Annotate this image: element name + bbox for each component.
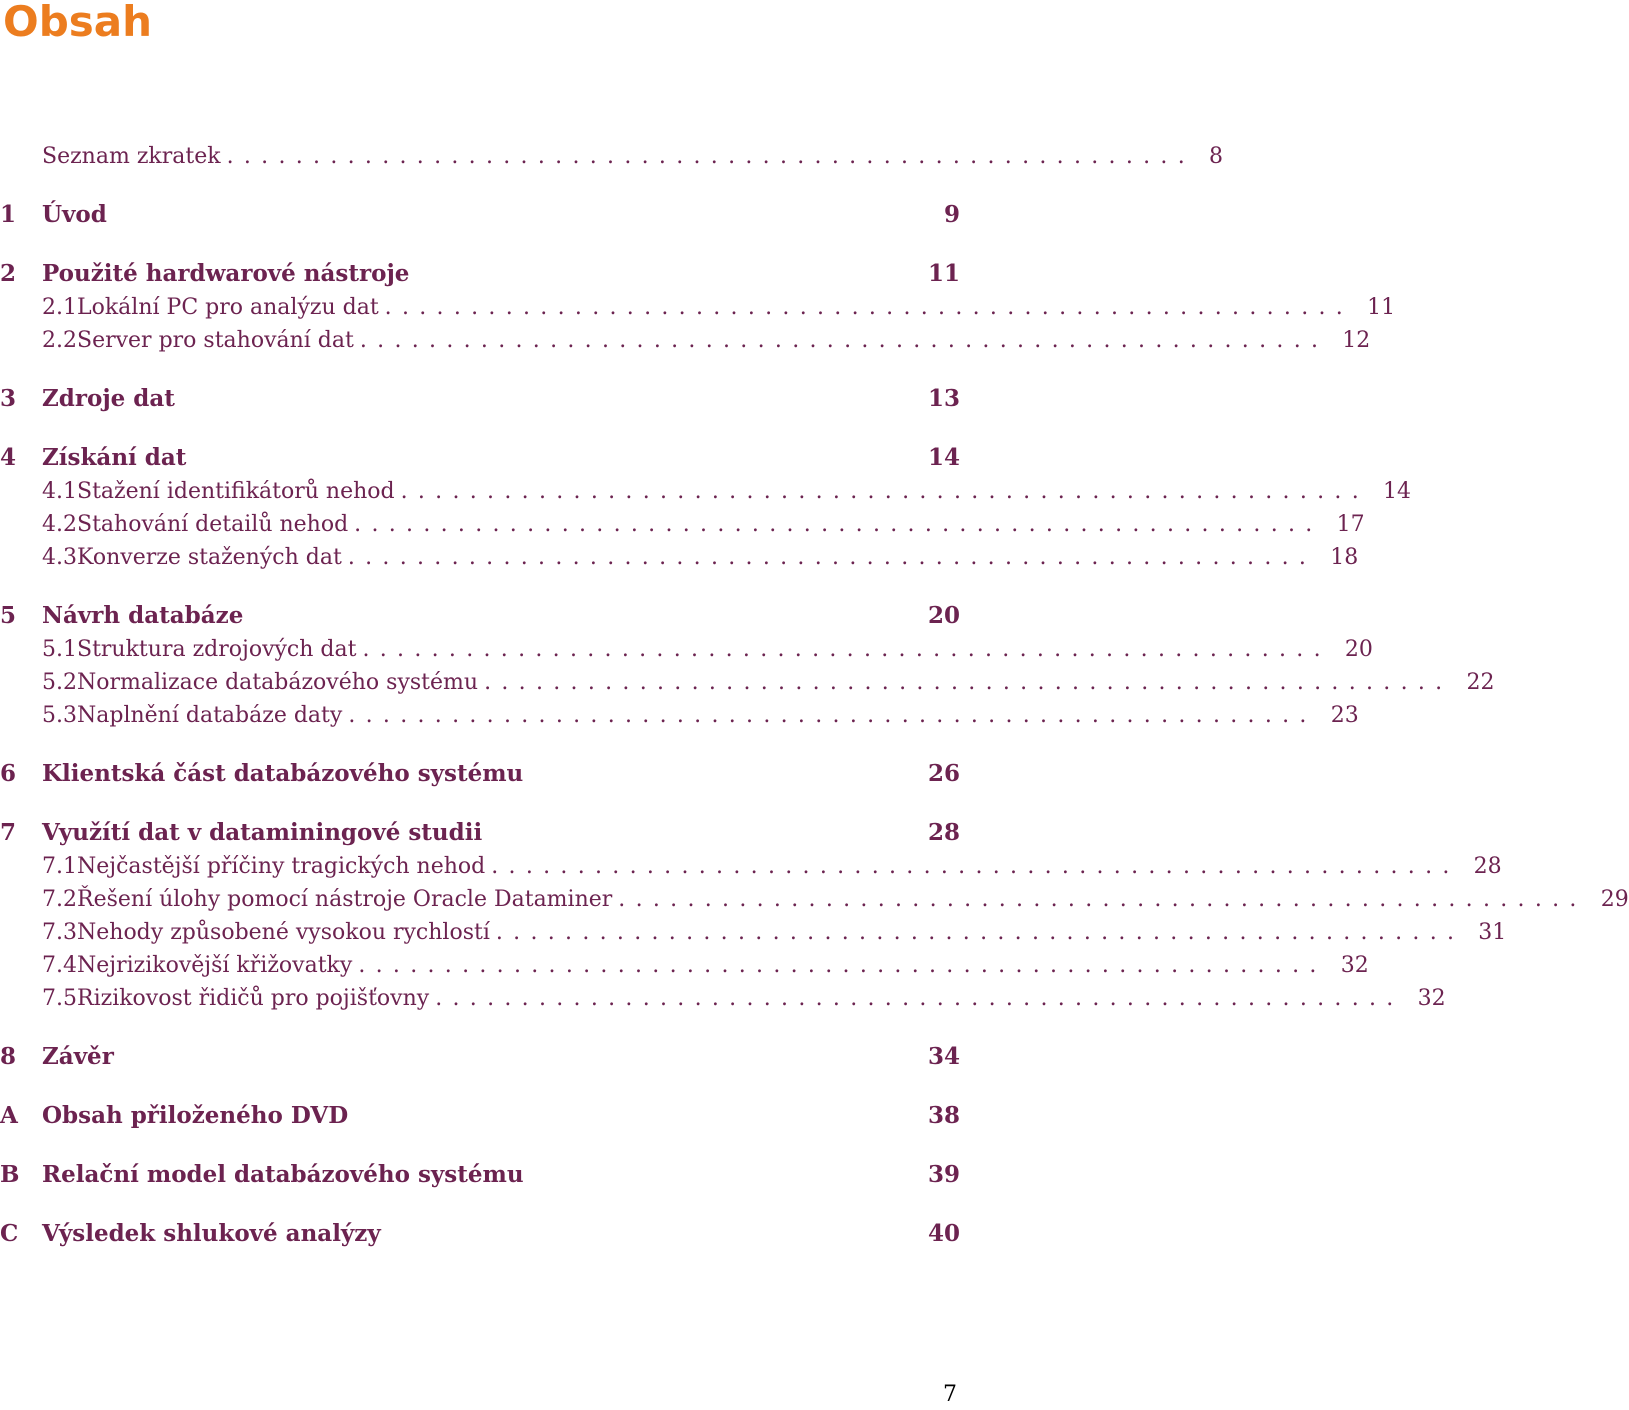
toc-section-entry[interactable] (0, 475, 1412, 508)
toc-chapter-entry[interactable] (0, 256, 960, 292)
toc-entry-title: Zdroje dat (42, 385, 175, 412)
toc-entry-page: 28 (927, 819, 960, 846)
toc-entry-page: 13 (927, 385, 960, 412)
toc-dot-leader: ........................................................ (358, 953, 1327, 978)
toc-entry-page: 23 (1330, 703, 1359, 728)
toc-dot-leader: ........................................................ (495, 920, 1465, 945)
toc-entry-title: Klientská část databázového systému (42, 760, 524, 787)
toc-entry-number: 7.5 (42, 986, 77, 1011)
toc-chapter-entry[interactable] (0, 440, 960, 476)
toc-chapter-entry[interactable] (0, 756, 960, 792)
toc-front-entry[interactable] (0, 140, 1223, 173)
toc-entry-page: 9 (943, 201, 960, 228)
toc-entry-title: Seznam zkratek (42, 144, 221, 169)
toc-entry-page: 39 (927, 1161, 960, 1188)
toc-dot-leader: ........................................................ (491, 854, 1460, 879)
toc-entry-title: Struktura zdrojových dat (77, 637, 357, 662)
toc-entry-page: 20 (1344, 637, 1373, 662)
toc-dot-leader: ........................................................ (354, 512, 1323, 537)
toc-entry-title: Úvod (42, 201, 107, 228)
toc-section-entry[interactable] (0, 982, 1446, 1015)
toc-entry-title: Naplnění databáze daty (77, 703, 343, 728)
toc-entry-page: 22 (1466, 670, 1495, 695)
toc-entry-number: 7.4 (42, 953, 77, 978)
page-number: 7 (943, 1382, 957, 1407)
toc-entry-number: C (0, 1220, 19, 1247)
toc-entry-number: 5.1 (42, 637, 77, 662)
toc-entry-page: 26 (927, 760, 960, 787)
toc-entry-number: 4.3 (42, 545, 77, 570)
toc-chapter-entry[interactable] (0, 815, 960, 851)
toc-entry-number: 4.1 (42, 479, 77, 504)
toc-section-entry[interactable] (0, 883, 1629, 916)
toc-entry-number: A (0, 1102, 18, 1129)
toc-dot-leader: ........................................................ (384, 295, 1354, 320)
toc-entry-page: 17 (1336, 512, 1365, 537)
toc-entry-page: 32 (1417, 986, 1446, 1011)
toc-section-entry[interactable] (0, 324, 1371, 357)
toc-dot-leader: ........................................................ (618, 887, 1587, 912)
toc-entry-title: Obsah přiloženého DVD (42, 1102, 349, 1129)
toc-entry-page: 12 (1342, 328, 1371, 353)
toc-chapter-entry[interactable] (0, 1216, 960, 1252)
toc-entry-number: 3 (0, 385, 17, 412)
toc-entry-page: 40 (927, 1220, 960, 1247)
toc-entry-page: 34 (927, 1043, 960, 1070)
toc-chapter-entry[interactable] (0, 1157, 960, 1193)
toc-entry-title: Rizikovost řidičů pro pojišťovny (77, 986, 430, 1011)
toc-entry-title: Lokální PC pro analýzu dat (77, 295, 379, 320)
toc-entry-title: Konverze stažených dat (77, 545, 342, 570)
toc-entry-title: Získání dat (42, 444, 187, 471)
toc-dot-leader: ........................................................ (348, 703, 1317, 728)
toc-entry-page: 11 (1367, 295, 1396, 320)
toc-entry-number: B (0, 1161, 20, 1188)
toc-entry-page: 38 (927, 1102, 960, 1129)
toc-chapter-entry[interactable] (0, 197, 960, 233)
toc-entry-page: 31 (1478, 920, 1507, 945)
toc-entry-number: 2.2 (42, 328, 77, 353)
toc-entry-number: 5.3 (42, 703, 77, 728)
toc-chapter-entry[interactable] (0, 381, 960, 417)
toc-entry-title: Nehody způsobené vysokou rychlostí (77, 920, 490, 945)
toc-dot-leader: ........................................................ (362, 637, 1331, 662)
toc-chapter-entry[interactable] (0, 598, 960, 634)
toc-entry-number: 2.1 (42, 295, 77, 320)
toc-section-entry[interactable] (0, 949, 1369, 982)
toc-entry-title: Závěr (42, 1043, 114, 1070)
toc-entry-title: Nejrizikovější křižovatky (77, 953, 353, 978)
toc-entry-page: 11 (927, 260, 960, 287)
toc-entry-title: Stahování detailů nehod (77, 512, 349, 537)
toc-entry-page: 28 (1473, 854, 1502, 879)
toc-entry-page: 14 (927, 444, 960, 471)
toc-section-entry[interactable] (0, 291, 1396, 324)
toc-entry-page: 8 (1209, 144, 1223, 169)
toc-entry-page: 14 (1383, 479, 1412, 504)
toc-entry-title: Normalizace databázového systému (77, 670, 479, 695)
toc-entry-page: 20 (927, 602, 960, 629)
toc-entry-title: Relační model databázového systému (42, 1161, 524, 1188)
toc-section-entry[interactable] (0, 916, 1507, 949)
page-title: Obsah (3, 0, 153, 46)
toc-entry-title: Nejčastější příčiny tragických nehod (77, 854, 486, 879)
toc-entry-title: Použité hardwarové nástroje (42, 260, 410, 287)
toc-dot-leader: ........................................................ (347, 545, 1317, 570)
toc-entry-page: 18 (1330, 545, 1359, 570)
toc-entry-page: 29 (1600, 887, 1629, 912)
toc-section-entry[interactable] (0, 699, 1359, 732)
toc-section-entry[interactable] (0, 666, 1495, 699)
toc-entry-number: 8 (0, 1043, 17, 1070)
toc-entry-page: 32 (1340, 953, 1369, 978)
toc-entry-title: Server pro stahování dat (77, 328, 354, 353)
toc-dot-leader: ........................................................ (435, 986, 1404, 1011)
toc-dot-leader: ........................................................ (226, 144, 1195, 169)
toc-entry-number: 7.2 (42, 887, 77, 912)
toc-entry-number: 7.1 (42, 854, 77, 879)
toc-entry-number: 2 (0, 260, 17, 287)
toc-entry-title: Návrh databáze (42, 602, 244, 629)
toc-entry-number: 7.3 (42, 920, 77, 945)
toc-dot-leader: ........................................................ (359, 328, 1329, 353)
toc-entry-title: Řešení úlohy pomocí nástroje Oracle Dataminer (77, 887, 613, 912)
toc-entry-title: Využítí dat v dataminingové studii (42, 819, 483, 846)
toc-dot-leader: ........................................................ (484, 670, 1453, 695)
toc-chapter-entry[interactable] (0, 1039, 960, 1075)
toc-section-entry[interactable] (0, 633, 1373, 666)
toc-entry-number: 5 (0, 602, 17, 629)
toc-entry-title: Výsledek shlukové analýzy (42, 1220, 381, 1247)
toc-section-entry[interactable] (0, 850, 1502, 883)
toc-chapter-entry[interactable] (0, 1098, 960, 1134)
toc-entry-number: 5.2 (42, 670, 77, 695)
toc-entry-number: 1 (0, 201, 17, 228)
toc-entry-number: 7 (0, 819, 17, 846)
toc-entry-number: 4 (0, 444, 17, 471)
toc-section-entry[interactable] (0, 508, 1365, 541)
toc-section-entry[interactable] (0, 541, 1359, 574)
toc-dot-leader: ........................................................ (400, 479, 1370, 504)
toc-entry-number: 4.2 (42, 512, 77, 537)
toc-entry-title: Stažení identifikátorů nehod (77, 479, 395, 504)
toc-entry-number: 6 (0, 760, 17, 787)
